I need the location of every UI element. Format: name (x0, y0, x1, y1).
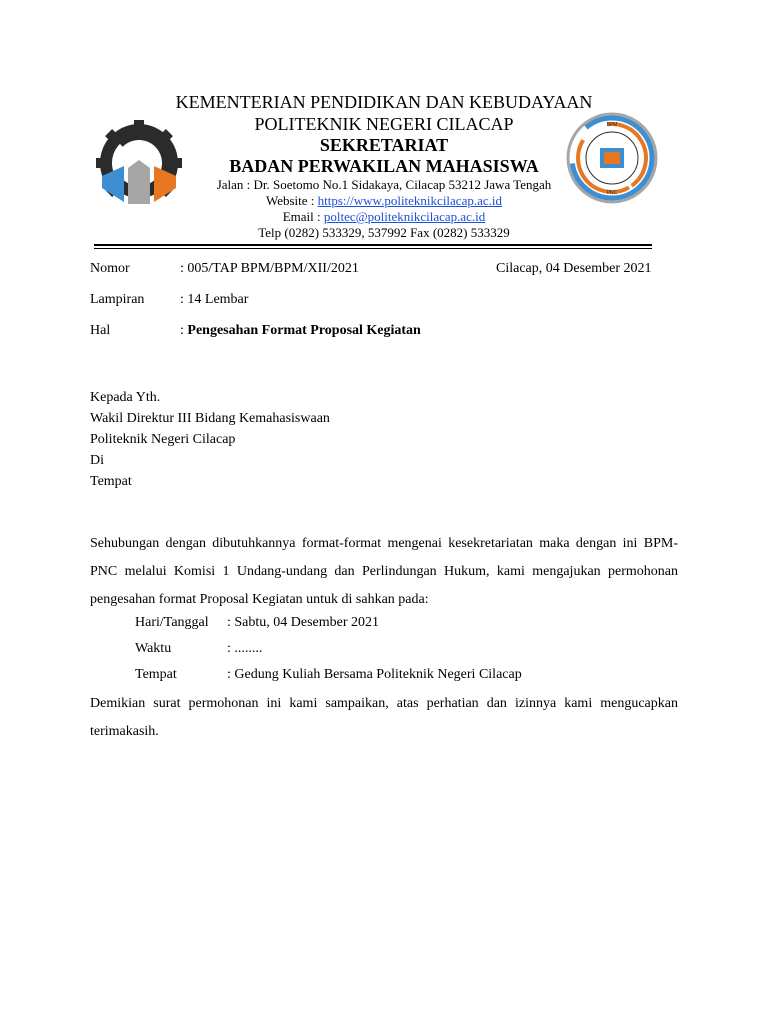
phone-line: Telp (0282) 533329, 537992 Fax (0282) 533329 (258, 225, 510, 240)
recipient-line-3: Politeknik Negeri Cilacap (90, 432, 236, 447)
recipient-line-1: Kepada Yth. (90, 390, 161, 405)
detail-value-place: : Gedung Kuliah Bersama Politeknik Negeri Cilacap (227, 667, 522, 682)
detail-label-time: Waktu (135, 641, 172, 656)
hal-subject: Pengesahan Format Proposal Kegiatan (187, 323, 421, 338)
email-link[interactable]: poltec@politeknikcilacap.ac.id (323, 209, 486, 224)
header-rule-thick (94, 244, 652, 246)
unit-subtitle: BADAN PERWAKILAN MAHASISWA (229, 156, 539, 176)
letter-date: Cilacap, 04 Desember 2021 (496, 261, 652, 276)
website-link[interactable]: https://www.politeknikcilacap.ac.id (317, 193, 503, 208)
closing-paragraph: Demikian surat permohonan ini kami sampaikan, atas perhatian dan izinnya kami mengucapkan terimakasih. (90, 696, 678, 739)
unit-title: SEKRETARIAT (319, 135, 449, 155)
recipient-line-4: Di (90, 453, 104, 468)
detail-value-time: : ........ (227, 641, 263, 656)
nomor-value: : 005/TAP BPM/BPM/XII/2021 (180, 261, 359, 276)
hal-value (180, 323, 421, 339)
address: Jalan : Dr. Soetomo No.1 Sidakaya, Cilacap 53212 Jawa Tengah (216, 177, 552, 192)
email-label: Email : (282, 209, 324, 224)
recipient-line-5: Tempat (90, 474, 132, 489)
svg-text:PNC: PNC (606, 190, 618, 196)
email-line (0, 209, 768, 225)
svg-text:BPM: BPM (606, 122, 618, 128)
detail-label-place: Tempat (135, 667, 177, 682)
nomor-label: Nomor (90, 261, 130, 276)
header-rule-thin (94, 248, 652, 249)
institution-name: POLITEKNIK NEGERI CILACAP (254, 114, 514, 134)
body-paragraph: Sehubungan dengan dibutuhkannya format-format mengenai kesekretariatan maka dengan ini BPM-PNC melalui Komisi 1 Undang-undang dan Perlindungan Hukum, kami mengajukan permohonan pengesahan format Proposal Kegiatan untuk di sahkan pada: (90, 536, 678, 607)
lampiran-value: : 14 Lembar (180, 292, 249, 307)
detail-label-date: Hari/Tanggal (135, 615, 209, 630)
detail-value-date: : Sabtu, 04 Desember 2021 (227, 615, 380, 630)
ministry-name: KEMENTERIAN PENDIDIKAN DAN KEBUDAYAAN (175, 92, 593, 112)
website-label: Website : (265, 193, 318, 208)
hal-colon: : (180, 323, 188, 338)
hal-label: Hal (90, 323, 111, 338)
website-line (0, 193, 768, 209)
lampiran-label: Lampiran (90, 292, 145, 307)
recipient-line-2: Wakil Direktur III Bidang Kemahasiswaan (90, 411, 330, 426)
